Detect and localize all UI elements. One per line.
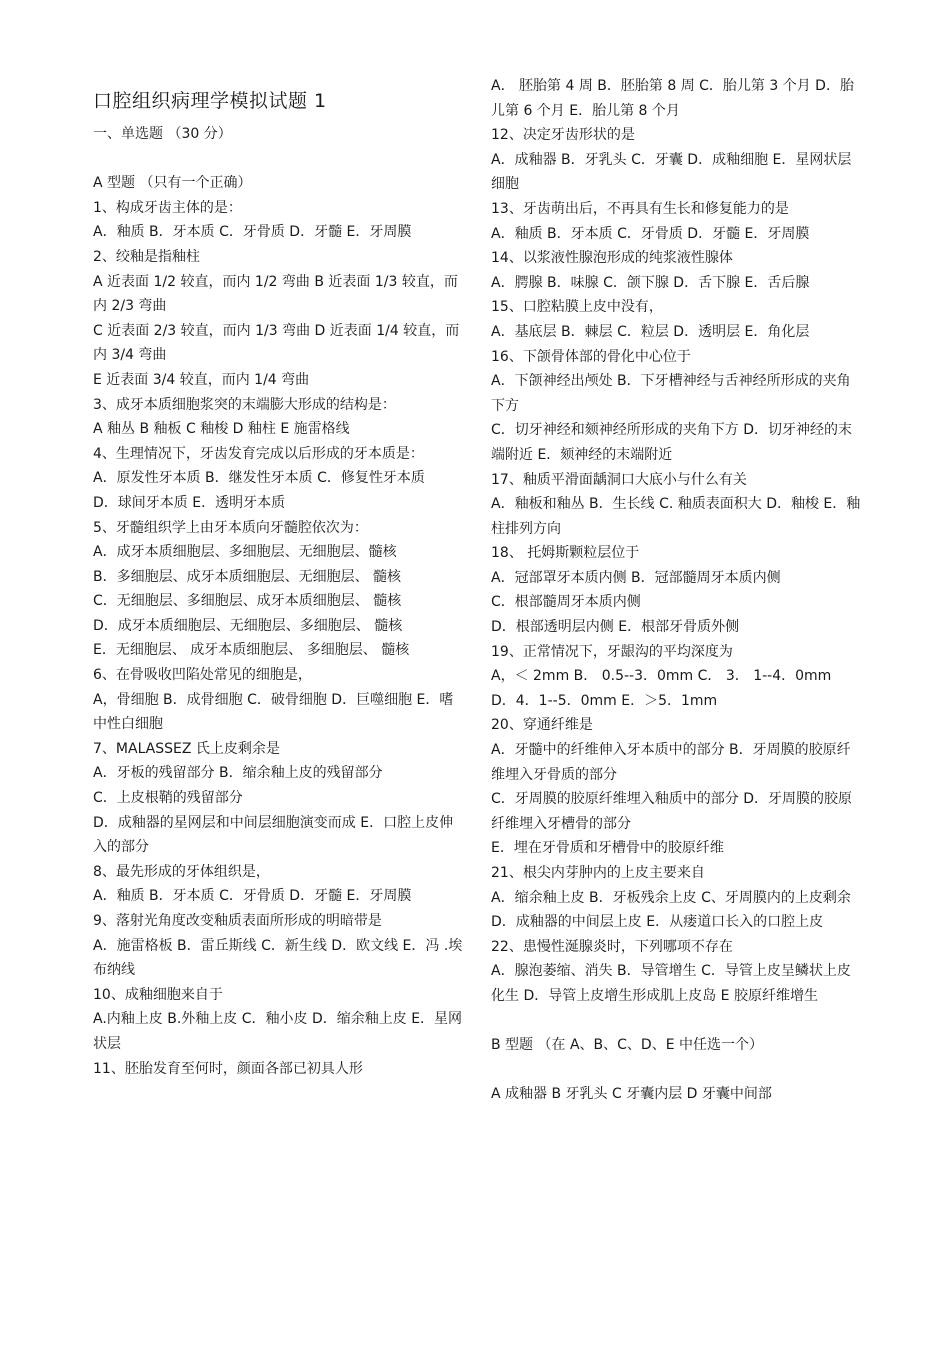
text-line: A．成釉器 B．牙乳头 C．牙囊 D．成釉细胞 E．星网状层细胞: [491, 151, 852, 193]
text-line: D．球间牙本质 E．透明牙本质: [93, 494, 286, 511]
text-line: 15、口腔粘膜上皮中没有，: [491, 299, 663, 316]
text-line: D．根部透明层内侧 E．根部牙骨质外侧: [491, 619, 740, 636]
text-line: C 近表面 2/3 较直，而内 1/3 弯曲 D 近表面 1/4 较直，而内 3/4 弯曲: [93, 322, 460, 364]
text-line: 21、根尖内芽肿内的上皮主要来自: [491, 865, 705, 881]
text-line: C．牙周膜的胶原纤维埋入釉质中的部分 D．牙周膜的胶原纤维埋入牙槽骨的部分: [491, 791, 853, 832]
text-line: 18、 托姆斯颗粒层位于: [491, 545, 640, 562]
text-line: E 近表面 3/4 较直，而内 1/4 弯曲: [93, 371, 310, 388]
text-line: A．缩余釉上皮 B．牙板残余上皮 C、牙周膜内的上皮剩余: [491, 889, 851, 906]
text-line: B 型题 （在 A、B、C、D、E 中任选一个）: [491, 1037, 763, 1054]
text-line: 14、以浆液性腺泡形成的纯浆液性腺体: [491, 250, 733, 267]
text-line: A．成牙本质细胞层、多细胞层、无细胞层、髓核: [93, 544, 397, 561]
text-line: C．切牙神经和颏神经所形成的夹角下方 D．切牙神经的末端附近 E．颏神经的末端附近: [491, 422, 853, 463]
text-line: D．4．1--5．0mm E．＞5．1mm: [491, 692, 718, 709]
text-line: A．腺泡萎缩、消失 B．导管增生 C．导管上皮呈鳞状上皮化生 D．导管上皮增生形成肌上皮岛 E 胶原纤维增生: [491, 963, 851, 1004]
text-line: A．牙髓中的纤维伸入牙本质中的部分 B．牙周膜的胶原纤维埋入牙骨质的部分: [491, 742, 851, 783]
text-line: A．基底层 B．棘层 C．粒层 D．透明层 E．角化层: [491, 323, 810, 340]
text-line: 2、绞釉是指釉柱: [93, 248, 200, 265]
text-line: 4、生理情况下，牙齿发育完成以后形成的牙本质是：: [93, 445, 424, 462]
text-line: A．釉质 B．牙本质 C．牙骨质 D．牙髓 E．牙周膜: [93, 888, 412, 905]
text-line: 17、釉质平滑面龋洞口大底小与什么有关: [491, 471, 747, 488]
text-line: 一、单选题 （30 分）: [93, 126, 232, 142]
text-line: 13、牙齿萌出后，不再具有生长和修复能力的是: [491, 200, 789, 217]
text-line: C．根部髓周牙本质内侧: [491, 594, 641, 611]
text-line: C．上皮根鞘的残留部分: [93, 790, 243, 807]
spacer: [491, 1009, 863, 1034]
text-line: 19、正常情况下，牙龈沟的平均深度为: [491, 643, 733, 660]
spacer: [491, 1058, 863, 1083]
text-line: 7、MALASSEZ 氏上皮剩余是: [93, 740, 280, 757]
spacer: [93, 147, 465, 172]
text-line: A 成釉器 B 牙乳头 C 牙囊内层 D 牙囊中间部: [491, 1086, 772, 1103]
text-line: A．釉质 B．牙本质 C．牙骨质 D．牙髓 E．牙周膜: [93, 224, 412, 241]
text-line: A．下颌神经出颅处 B．下牙槽神经与舌神经所形成的夹角下方: [491, 373, 851, 414]
text-line: 9、落射光角度改变釉质表面所形成的明暗带是: [93, 913, 382, 929]
text-line: A 近表面 1/2 较直，而内 1/2 弯曲 B 近表面 1/3 较直，而内 2/3 弯曲: [93, 273, 458, 315]
text-line: A，骨细胞 B．成骨细胞 C．破骨细胞 D．巨噬细胞 E．嗜中性白细胞: [93, 691, 454, 733]
text-line: A．釉质 B．牙本质 C．牙骨质 D．牙髓 E．牙周膜: [491, 225, 810, 242]
text-line: A．原发性牙本质 B．继发性牙本质 C．修复性牙本质: [93, 470, 425, 487]
text-line: D．成釉器的星网层和中间层细胞演变而成 E．口腔上皮伸入的部分: [93, 814, 454, 856]
left-column: [93, 86, 465, 1081]
text-line: 22、患慢性涎腺炎时，下列哪项不存在: [491, 938, 733, 955]
text-line: D．成釉器的中间层上皮 E．从瘘道口长入的口腔上皮: [491, 914, 824, 931]
text-line: 11、胚胎发育至何时，颜面各部已初具人形: [93, 1060, 363, 1077]
text-line: A．冠部罩牙本质内侧 B．冠部髓周牙本质内侧: [491, 569, 781, 586]
text-line: A．施雷格板 B．雷丘斯线 C．新生线 D．欧文线 E．冯 .埃布纳线: [93, 937, 463, 979]
text-line: A 型题 （只有一个正确）: [93, 175, 252, 192]
text-line: 3、成牙本质细胞浆突的末端膨大形成的结构是：: [93, 396, 396, 413]
text-line: A.内釉上皮 B.外釉上皮 C．釉小皮 D．缩余釉上皮 E．星网状层: [93, 1011, 463, 1052]
text-line: A．釉板和釉丛 B．生长线 C. 釉质表面积大 D．釉梭 E．釉柱排列方向: [491, 496, 861, 537]
text-line: A．牙板的残留部分 B．缩余釉上皮的残留部分: [93, 765, 383, 782]
text-line: D．成牙本质细胞层、无细胞层、多细胞层、 髓核: [93, 617, 403, 634]
text-line: 6、在骨吸收凹陷处常见的细胞是，: [93, 667, 312, 684]
text-line: B．多细胞层、成牙本质细胞层、无细胞层、 髓核: [93, 568, 402, 585]
text-line: C．无细胞层、多细胞层、成牙本质细胞层、 髓核: [93, 593, 402, 610]
text-line: A．腭腺 B．味腺 C．颌下腺 D．舌下腺 E．舌后腺: [491, 274, 810, 291]
right-column: [491, 74, 863, 1107]
text-line: 12、决定牙齿形状的是: [491, 127, 635, 144]
document-title: 口腔组织病理学模拟试题 1: [93, 90, 327, 112]
text-line: 8、最先形成的牙体组织是，: [93, 863, 270, 880]
text-line: 20、穿通纤维是: [491, 717, 593, 734]
text-line: E．埋在牙骨质和牙槽骨中的胶原纤维: [491, 840, 724, 857]
text-line: 16、下颌骨体部的骨化中心位于: [491, 348, 691, 365]
text-line: A，＜ 2mm B． 0.5--3．0mm C． 3． 1--4．0mm: [491, 668, 832, 685]
text-line: E．无细胞层、 成牙本质细胞层、 多细胞层、 髓核: [93, 642, 410, 659]
text-line: A． 胚胎第 4 周 B．胚胎第 8 周 C．胎儿第 3 个月 D．胎儿第 6 个月 E．胎儿第 8 个月: [491, 78, 854, 119]
text-line: 1、构成牙齿主体的是：: [93, 199, 242, 216]
text-line: A 釉丛 B 釉板 C 釉梭 D 釉柱 E 施雷格线: [93, 421, 350, 438]
text-line: 5、牙髓组织学上由牙本质向牙髓腔依次为：: [93, 519, 368, 536]
text-line: 10、成釉细胞来自于: [93, 986, 223, 1003]
